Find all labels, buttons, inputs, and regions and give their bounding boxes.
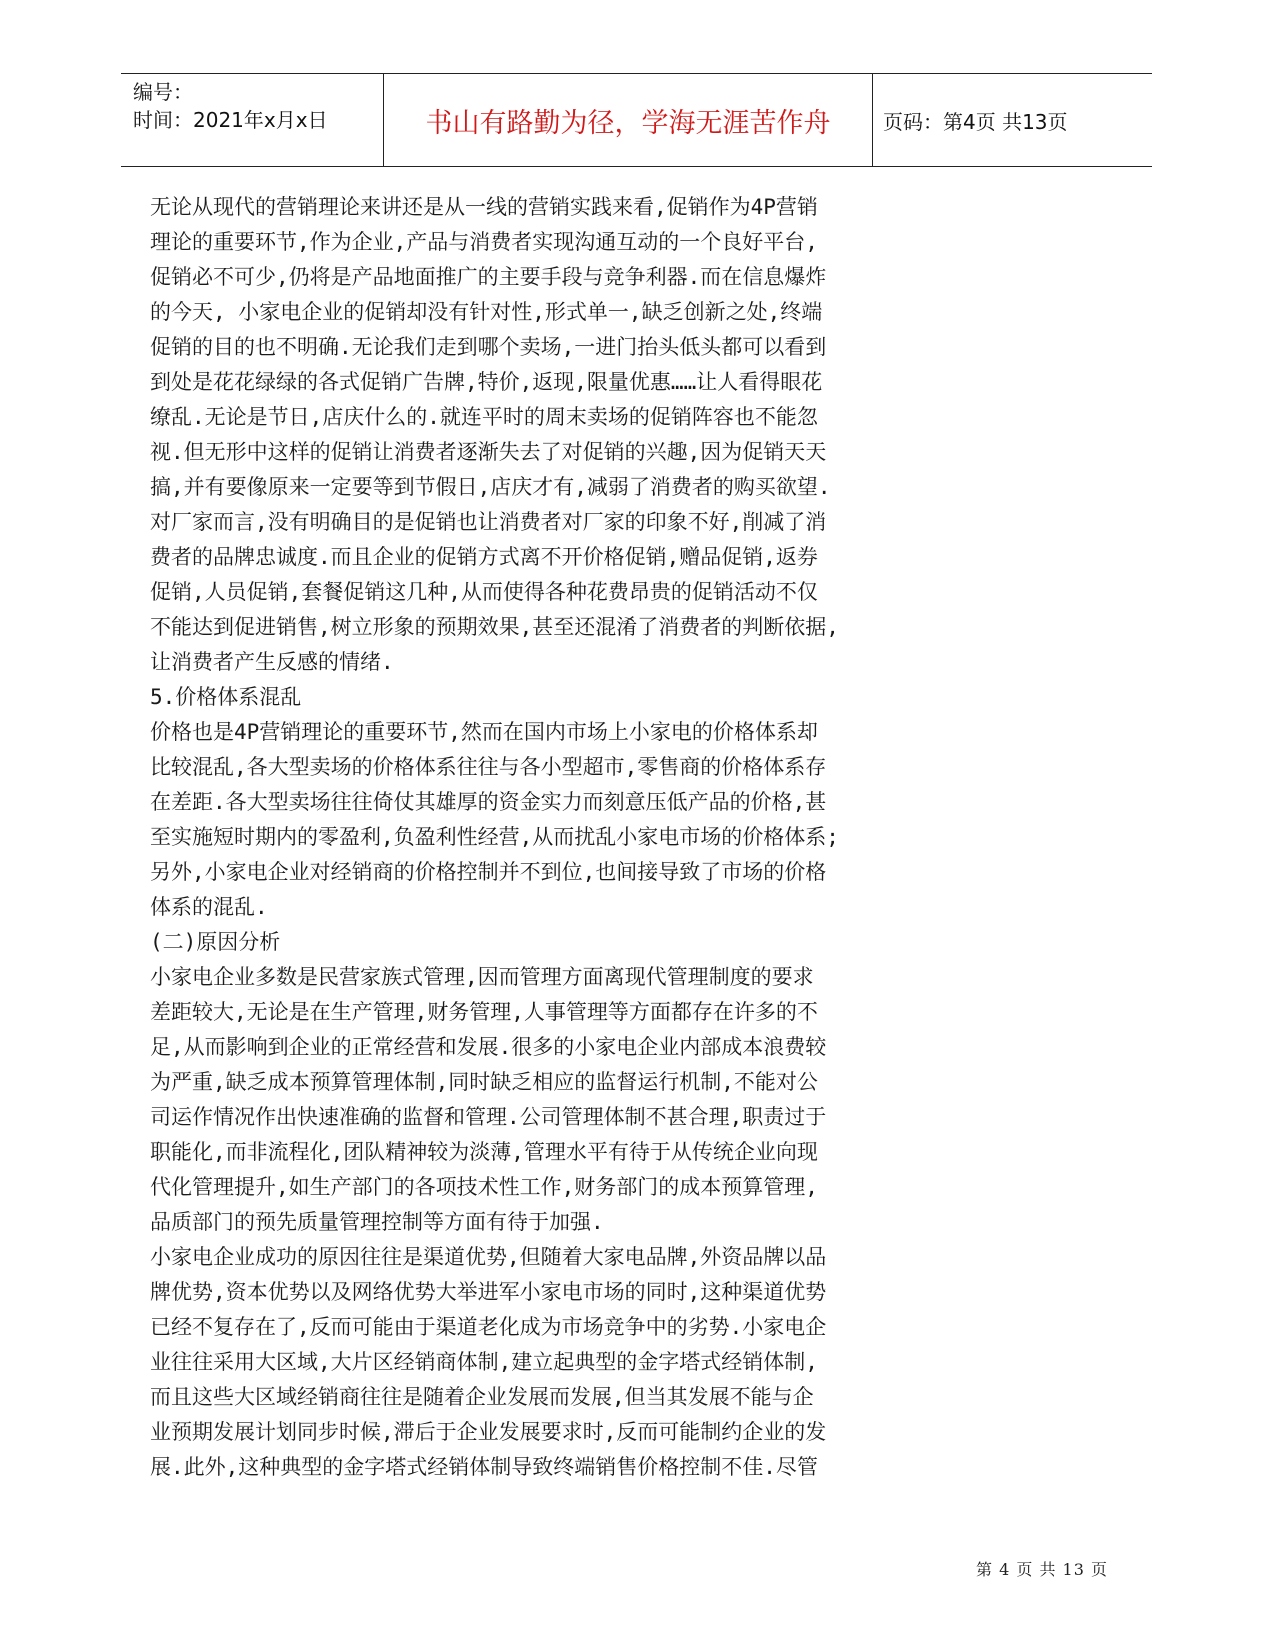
header-meta [121, 74, 384, 166]
text-line: 在差距.各大型卖场往往倚仗其雄厚的资金实力而刻意压低产品的价格,甚 [150, 790, 827, 814]
text-line: 让消费者产生反感的情绪. [150, 650, 394, 674]
text-line: 另外,小家电企业对经销商的价格控制并不到位,也间接导致了市场的价格 [150, 860, 827, 884]
text-line: 业预期发展计划同步时候,滞后于企业发展要求时,反而可能制约企业的发 [150, 1420, 827, 1444]
text-line: 促销,人员促销,套餐促销这几种,从而使得各种花费昂贵的促销活动不仅 [150, 580, 818, 604]
number-label: 编号： [133, 80, 193, 104]
text-line: 差距较大,无论是在生产管理,财务管理,人事管理等方面都存在许多的不 [150, 1000, 818, 1024]
text-line: 费者的品牌忠诚度.而且企业的促销方式离不开价格促销,赠品促销,返券 [150, 545, 818, 569]
text-line: 促销的目的也不明确.无论我们走到哪个卖场,一进门抬头低头都可以看到 [150, 335, 827, 359]
section-heading: (二)原因分析 [150, 930, 281, 954]
text-line: 对厂家而言,没有明确目的是促销也让消费者对厂家的印象不好,削减了消 [150, 510, 827, 534]
text-line: 价格也是4P营销理论的重要环节,然而在国内市场上小家电的价格体系却 [150, 720, 818, 744]
page-header [121, 73, 1152, 167]
text-line: 小家电企业多数是民营家族式管理,因而管理方面离现代管理制度的要求 [150, 965, 814, 989]
text-line: 代化管理提升,如生产部门的各项技术性工作,财务部门的成本预算管理, [150, 1175, 818, 1199]
text-line: 的今天, 小家电企业的促销却没有针对性,形式单一,缺乏创新之处,终端 [150, 300, 823, 324]
text-line: 视.但无形中这样的促销让消费者逐渐失去了对促销的兴趣,因为促销天天 [150, 440, 827, 464]
page-footer: 第 4 页 共 13 页 [976, 1560, 1108, 1579]
text-line: 理论的重要环节,作为企业,产品与消费者实现沟通互动的一个良好平台, [150, 230, 818, 254]
text-line: 展.此外,这种典型的金字塔式经销体制导致终端销售价格控制不佳.尽管 [150, 1455, 818, 1479]
text-line: 小家电企业成功的原因往往是渠道优势,但随着大家电品牌,外资品牌以品 [150, 1245, 827, 1269]
text-line: 而且这些大区域经销商往往是随着企业发展而发展,但当其发展不能与企 [150, 1385, 814, 1409]
text-line: 司运作情况作出快速准确的监督和管理.公司管理体制不甚合理,职责过于 [150, 1105, 827, 1129]
text-line: 足,从而影响到企业的正常经营和发展.很多的小家电企业内部成本浪费较 [150, 1035, 827, 1059]
text-line: 品质部门的预先质量管理控制等方面有待于加强. [150, 1210, 604, 1234]
header-motto: 书山有路勤为径，学海无涯苦作舟 [384, 74, 873, 166]
time-label: 时间：2021年x月x日 [133, 108, 328, 132]
header-page-label: 页码：第4页 共13页 [883, 109, 1068, 134]
document-body [150, 190, 960, 1485]
text-line: 业往往采用大区域,大片区经销商体制,建立起典型的金字塔式经销体制, [150, 1350, 818, 1374]
text-line: 已经不复存在了,反而可能由于渠道老化成为市场竞争中的劣势.小家电企 [150, 1315, 827, 1339]
text-line: 比较混乱,各大型卖场的价格体系往往与各小型超市,零售商的价格体系存 [150, 755, 827, 779]
text-line: 职能化,而非流程化,团队精神较为淡薄,管理水平有待于从传统企业向现 [150, 1140, 818, 1164]
section-heading: 5.价格体系混乱 [150, 685, 302, 709]
text-line: 牌优势,资本优势以及网络优势大举进军小家电市场的同时,这种渠道优势 [150, 1280, 827, 1304]
text-line: 到处是花花绿绿的各式促销广告牌,特价,返现,限量优惠……让人看得眼花 [150, 370, 823, 394]
text-line: 不能达到促进销售,树立形象的预期效果,甚至还混淆了消费者的判断依据, [150, 615, 839, 639]
text-line: 搞,并有要像原来一定要等到节假日,店庆才有,减弱了消费者的购买欲望. [150, 475, 831, 499]
text-line: 缭乱.无论是节日,店庆什么的.就连平时的周末卖场的促销阵容也不能忽 [150, 405, 818, 429]
text-line: 无论从现代的营销理论来讲还是从一线的营销实践来看,促销作为4P营销 [150, 195, 818, 219]
text-line: 体系的混乱. [150, 895, 268, 919]
text-line: 为严重,缺乏成本预算管理体制,同时缺乏相应的监督运行机制,不能对公 [150, 1070, 818, 1094]
text-line: 促销必不可少,仍将是产品地面推广的主要手段与竞争利器.而在信息爆炸 [150, 265, 827, 289]
text-line: 至实施短时期内的零盈利,负盈利性经营,从而扰乱小家电市场的价格体系; [150, 825, 839, 849]
